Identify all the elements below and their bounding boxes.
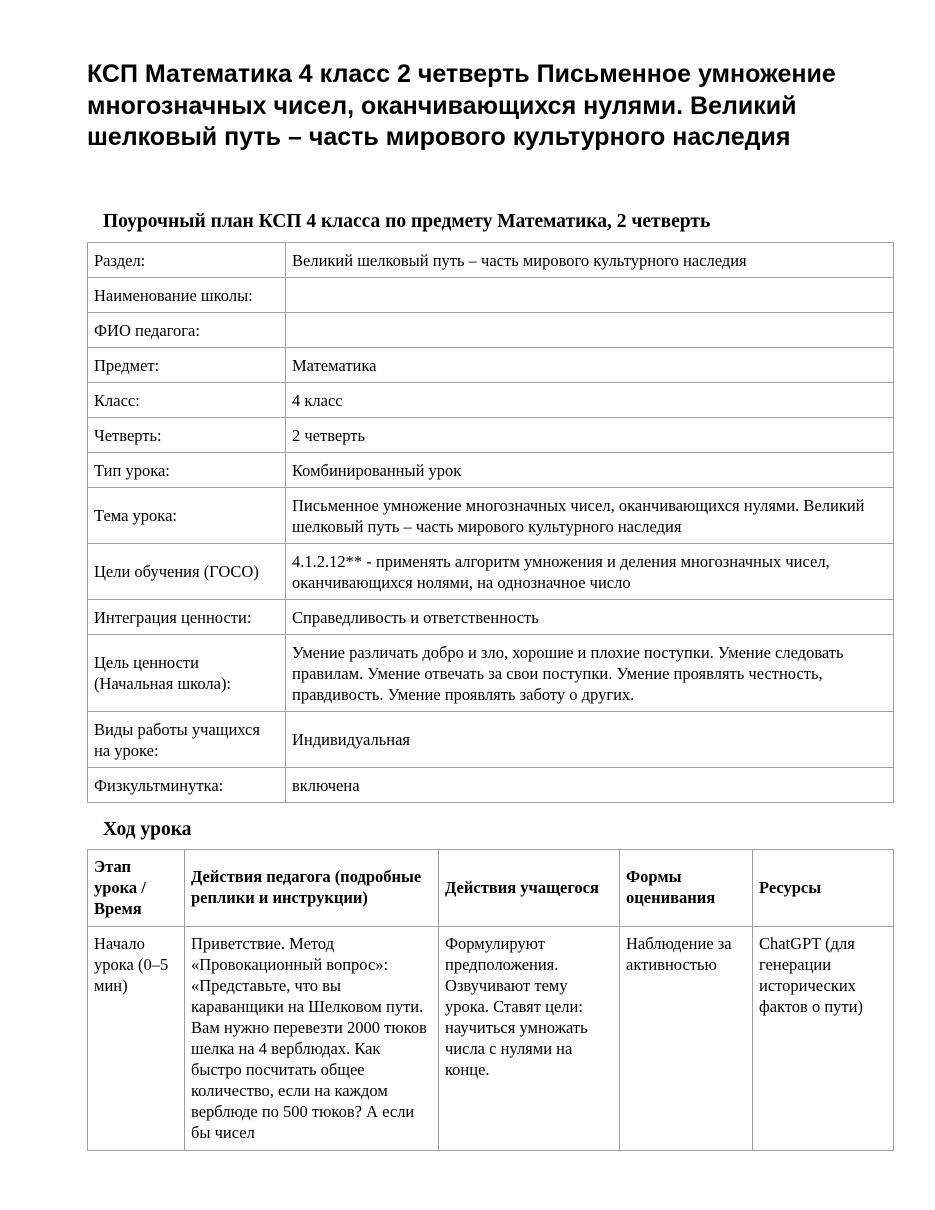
flow-teacher-actions: Приветствие. Метод «Провокационный вопрос»: «Представьте, что вы караванщики на Шелковом пути. Вам нужно перевезти 2000 тюков шелка на 4 верблюдах. Как быстро посчитать общее количество, если на каждом верблюде по 500 тюков? А если бы чисел: [185, 927, 439, 1151]
info-value: включена: [286, 768, 894, 803]
lesson-flow-heading: Ход урока: [103, 819, 192, 840]
lesson-info-table: [87, 242, 894, 803]
info-value: Умение различать добро и зло, хорошие и плохие поступки. Умение следовать правилам. Умение отвечать за свои поступки. Умение проявлять честность, правдивость. Умение проявлять заботу о других.: [286, 635, 894, 712]
info-label: Предмет:: [88, 348, 286, 383]
info-row-subject: [88, 348, 894, 383]
info-row-school: [88, 278, 894, 313]
info-value: 4.1.2.12** - применять алгоритм умножения и деления многозначных чисел, оканчивающихся нолями, на однозначное число: [286, 544, 894, 600]
info-label: Тема урока:: [88, 488, 286, 544]
column-header-assessment: Формы оценивания: [620, 850, 753, 927]
info-row-exercise-break: [88, 768, 894, 803]
flow-assessment: Наблюдение за активностью: [620, 927, 753, 1151]
info-value: 2 четверть: [286, 418, 894, 453]
info-label: Интеграция ценности:: [88, 600, 286, 635]
info-label: Виды работы учащихся на уроке:: [88, 712, 286, 768]
flow-row: [88, 927, 894, 1151]
flow-header-row: [88, 850, 894, 927]
info-row-value-integration: [88, 600, 894, 635]
info-row-value-goal: [88, 635, 894, 712]
info-value: Письменное умножение многозначных чисел, оканчивающихся нулями. Великий шелковый путь – часть мирового культурного наследия: [286, 488, 894, 544]
info-label: Раздел:: [88, 243, 286, 278]
info-row-learning-goals: [88, 544, 894, 600]
plan-heading: Поурочный план КСП 4 класса по предмету Математика, 2 четверть: [103, 211, 711, 232]
info-row-teacher: [88, 313, 894, 348]
column-header-stage: Этап урока / Время: [88, 850, 185, 927]
info-label: Физкультминутка:: [88, 768, 286, 803]
column-header-teacher-actions: Действия педагога (подробные реплики и инструкции): [185, 850, 439, 927]
flow-stage: Начало урока (0–5 мин): [88, 927, 185, 1151]
info-label: Четверть:: [88, 418, 286, 453]
document-title: КСП Математика 4 класс 2 четверть Письменное умножение многозначных чисел, оканчивающихся нулями. Великий шелковый путь – часть мирового культурного наследия: [87, 60, 836, 151]
info-row-topic: [88, 488, 894, 544]
info-value: Справедливость и ответственность: [286, 600, 894, 635]
info-label: Наименование школы:: [88, 278, 286, 313]
info-label: Класс:: [88, 383, 286, 418]
info-label: Тип урока:: [88, 453, 286, 488]
column-header-student-actions: Действия учащегося: [439, 850, 620, 927]
info-row-quarter: [88, 418, 894, 453]
info-value: Великий шелковый путь – часть мирового культурного наследия: [286, 243, 894, 278]
info-value: [286, 278, 894, 313]
info-row-work-types: [88, 712, 894, 768]
info-value: Комбинированный урок: [286, 453, 894, 488]
info-label: ФИО педагога:: [88, 313, 286, 348]
info-label: Цели обучения (ГОСО): [88, 544, 286, 600]
info-value: [286, 313, 894, 348]
flow-student-actions: Формулируют предположения. Озвучивают тему урока. Ставят цели: научиться умножать числа с нулями на конце.: [439, 927, 620, 1151]
info-label: Цель ценности (Начальная школа):: [88, 635, 286, 712]
lesson-flow-table: [87, 849, 894, 1151]
flow-resources: ChatGPT (для генерации исторических фактов о пути): [753, 927, 894, 1151]
info-value: 4 класс: [286, 383, 894, 418]
info-row-lesson-type: [88, 453, 894, 488]
info-row-section: [88, 243, 894, 278]
info-value: Индивидуальная: [286, 712, 894, 768]
info-value: Математика: [286, 348, 894, 383]
column-header-resources: Ресурсы: [753, 850, 894, 927]
info-row-grade: [88, 383, 894, 418]
